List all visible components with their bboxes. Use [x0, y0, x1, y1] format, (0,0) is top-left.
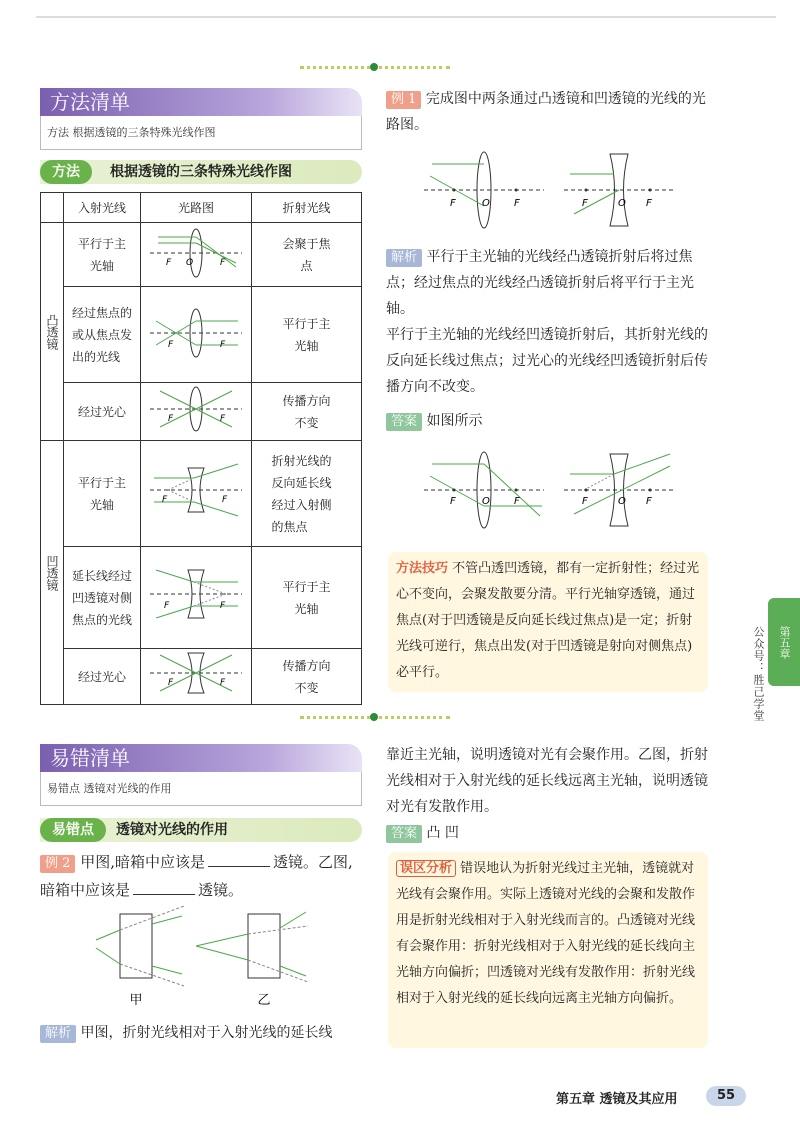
svg-text:F: F: [220, 678, 226, 688]
svg-text:F: F: [582, 496, 588, 507]
blank-a[interactable]: [208, 852, 270, 867]
middle-divider: [300, 716, 450, 725]
svg-text:F: F: [164, 601, 170, 611]
svg-text:F: F: [162, 495, 168, 505]
col-header-diagram: 光路图: [141, 193, 252, 223]
footer-chapter: 第五章 透镜及其应用: [556, 1092, 678, 1107]
error-tip-label: 误区分析: [396, 860, 456, 877]
example2-answer: 答案 凸 凹: [386, 820, 716, 846]
table-row: 平行于主光轴: [252, 547, 362, 649]
svg-text:F: F: [450, 198, 456, 209]
table-row: 平行于主光轴: [64, 441, 141, 547]
error-tag: 易错点: [40, 818, 106, 842]
table-row: 传播方向不变: [252, 649, 362, 705]
svg-text:F: F: [220, 414, 226, 424]
answer-label: 答案: [386, 413, 422, 431]
diagram-convex-parallel: [141, 223, 252, 287]
diagram-concave-parallel: [141, 441, 252, 547]
example1-label: 例 1: [386, 91, 421, 109]
svg-text:F: F: [450, 496, 456, 507]
svg-text:甲: 甲: [129, 993, 143, 1008]
svg-text:F: F: [646, 496, 652, 507]
example1-answer: 答案 如图所示: [386, 408, 716, 434]
table-row: 平行于主光轴: [64, 223, 141, 287]
table-row: 经过焦点的或从焦点发出的光线: [64, 287, 141, 383]
svg-text:O: O: [482, 496, 490, 507]
col-header-incident: 入射光线: [64, 193, 141, 223]
table-row: 延长线经过凹透镜对侧焦点的光线: [64, 547, 141, 649]
svg-text:F: F: [168, 678, 174, 688]
svg-text:O: O: [186, 258, 194, 268]
svg-text:F: F: [220, 601, 226, 611]
svg-text:F: F: [168, 340, 174, 350]
example1-question: 例 1 完成图中两条通过凸透镜和凹透镜的光线的光路图。: [386, 91, 706, 133]
chapter-side-tab: 第五章: [768, 598, 800, 686]
error-tip: 误区分析 错误地认为折射光线过主光轴，透镜就对光线有会聚作用。实际上透镜对光线的会聚和发散作用是折射光线相对于入射光线而言的。凸透镜对光线有会聚作用：折射光线相对于入射光线的延长线向主光轴方向偏折；凹透镜对光线有发散作用：折射光线相对于入射光线的延长线向远离主光轴方向偏折。: [396, 861, 696, 1006]
analysis-label: 解析: [386, 249, 422, 267]
svg-text:F: F: [220, 340, 226, 350]
error-banner: 易错清单: [40, 744, 362, 772]
answer-diagram: [424, 446, 674, 530]
example2-question: 例 2 甲图,暗箱中应该是 透镜。乙图,暗箱中应该是 透镜。: [40, 853, 353, 899]
example2-analysis-left: 解析 甲图，折射光线相对于入射光线的延长线: [40, 1020, 366, 1046]
diagram-concave-center: [141, 649, 252, 705]
error-subtitle: 易错点 透镜对光线的作用: [40, 772, 362, 806]
example2-diagram: [92, 904, 312, 1014]
svg-text:F: F: [514, 198, 520, 209]
svg-text:乙: 乙: [257, 993, 271, 1008]
method-banner: 方法清单: [40, 88, 362, 116]
example1-analysis: 解析 平行于主光轴的光线经凸透镜折射后将过焦点；经过焦点的光线经凸透镜折射后将平行于主光轴。 平行于主光轴的光线经凹透镜折射后，其折射光线的反向延长线过焦点；过光心的光线经凹透镜折射后传播方向不改变。: [386, 249, 708, 395]
top-bar: [36, 16, 776, 18]
page-number: 55: [706, 1086, 746, 1106]
table-row: 折射光线的反向延长线经过入射侧的焦点: [252, 441, 362, 547]
error-bar-title: 透镜对光线的作用: [116, 822, 228, 838]
blank-b[interactable]: [133, 880, 195, 895]
method-tip: 方法技巧 不管凸透凹透镜，都有一定折射性；经过光心不变向，会聚发散要分清。平行光轴穿透镜，通过焦点(对于凹透镜是反向延长线过焦点)是一定；折射光线可逆行，焦点出发(对于凹透镜是射向对侧焦点)必平行。: [396, 561, 700, 680]
svg-text:F: F: [222, 495, 228, 505]
table-row: 经过光心: [64, 649, 141, 705]
diagram-convex-center: [141, 383, 252, 441]
top-divider: [300, 66, 450, 75]
svg-text:F: F: [168, 414, 174, 424]
example2-label: 例 2: [40, 855, 75, 873]
analysis2-label: 解析: [40, 1025, 76, 1043]
convex-label: 凸透镜: [41, 223, 64, 441]
example1-diagram: [424, 146, 674, 230]
table-row: 平行于主光轴: [252, 287, 362, 383]
table-row: 会聚于焦点: [252, 223, 362, 287]
svg-text:O: O: [618, 198, 626, 209]
svg-text:O: O: [482, 198, 490, 209]
concave-label: 凹透镜: [41, 441, 64, 705]
table-row: 经过光心: [64, 383, 141, 441]
example2-analysis-right: 靠近主光轴，说明透镜对光有会聚作用。乙图，折射光线相对于入射光线的延长线远离主光轴，说明透镜对光有发散作用。: [386, 747, 708, 815]
svg-text:F: F: [514, 496, 520, 507]
answer2-label: 答案: [386, 825, 422, 843]
wechat-watermark: 公众号：胜己学堂: [752, 626, 765, 722]
method-tag: 方法: [40, 160, 92, 184]
method-bar-title: 根据透镜的三条特殊光线作图: [110, 164, 292, 180]
svg-text:F: F: [582, 198, 588, 209]
method-subtitle: 方法 根据透镜的三条特殊光线作图: [40, 116, 362, 150]
svg-text:F: F: [220, 258, 226, 268]
lens-table: [40, 192, 362, 705]
col-header-refracted: 折射光线: [252, 193, 362, 223]
tip-label: 方法技巧: [396, 561, 449, 576]
svg-text:O: O: [618, 496, 626, 507]
error-bar: [40, 818, 362, 842]
svg-text:F: F: [166, 258, 172, 268]
table-row: 传播方向不变: [252, 383, 362, 441]
method-bar: [40, 160, 362, 184]
diagram-convex-focus: [141, 287, 252, 383]
diagram-concave-focus: [141, 547, 252, 649]
svg-text:F: F: [646, 198, 652, 209]
